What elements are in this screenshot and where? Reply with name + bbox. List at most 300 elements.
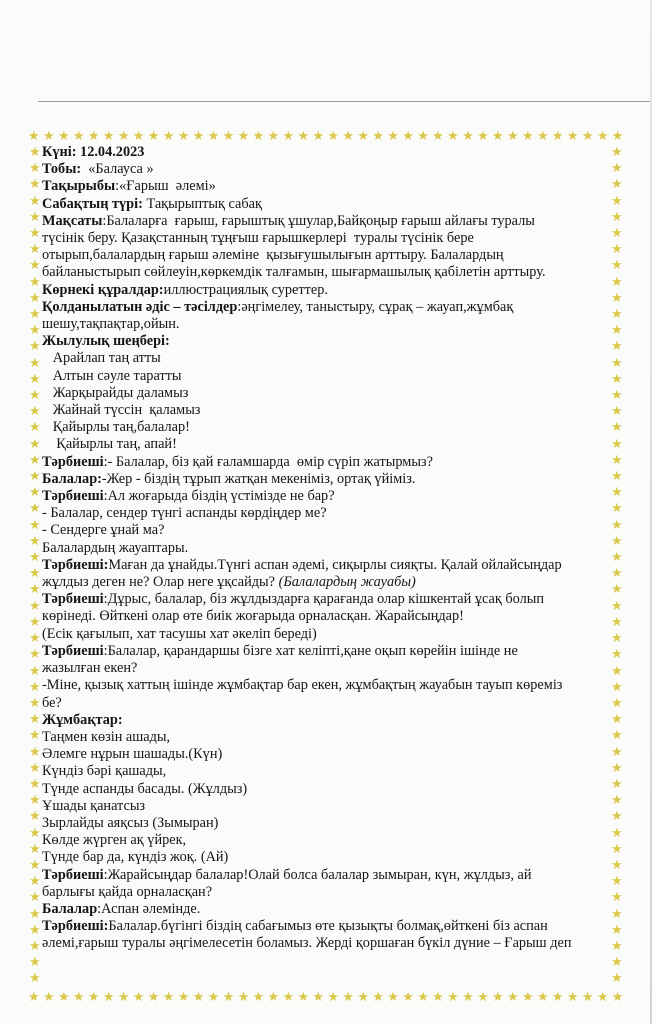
text-line [42,677,608,694]
star-icon: ★ [611,371,623,387]
text-segment: жұлдыз деген не? Олар неге ұқсайды? [42,574,279,591]
text-segment: :Аспан әлемінде. [97,900,201,917]
bold-label: Сабақтың түрі: [42,195,143,212]
star-icon: ★ [29,793,41,809]
star-icon: ★ [87,990,100,1005]
star-icon: ★ [611,323,623,339]
star-icon: ★ [29,663,41,679]
star-icon: ★ [611,129,624,144]
star-icon: ★ [566,990,579,1005]
star-icon: ★ [432,129,444,144]
scan-separator-line [38,101,652,102]
text-segment: барлығы қайда орналасқан? [42,883,213,900]
star-icon: ★ [147,129,160,144]
star-icon: ★ [297,990,310,1005]
star-icon: ★ [611,744,623,760]
text-segment: Түнде бар да, күндіз жоқ. (Ай) [42,849,229,866]
bold-label: Мақсаты [42,212,103,229]
text-segment: Көлде жүрген ақ үйрек, [42,832,187,849]
text-line [42,522,608,539]
star-icon: ★ [117,129,130,144]
star-icon: ★ [267,990,280,1005]
star-icon: ★ [611,598,623,614]
bold-label: Көрнекі құралдар: [42,281,164,298]
text-line [42,763,608,780]
star-icon: ★ [402,129,414,144]
text-segment: түсінік беру. Қазақстанның тұңғыш ғарышкерлері туралы түсінік бере [42,230,474,247]
bold-label: Тәрбиеші [42,453,104,470]
star-icon: ★ [611,177,623,193]
text-segment: Күндіз бәрі қашады, [42,763,167,780]
star-icon: ★ [29,307,41,323]
star-icon: ★ [611,906,623,922]
star-icon: ★ [372,990,384,1005]
text-line [42,901,608,918]
star-icon: ★ [566,129,579,144]
star-icon: ★ [162,990,175,1005]
text-segment: бе? [42,694,62,711]
star-icon: ★ [29,874,41,890]
text-line [42,454,608,471]
text-line [42,660,608,677]
text-line [42,574,608,591]
text-segment: :Жарайсыңдар балалар!Олай болса балалар зымыран, күн, жұлдыз, ай [103,866,532,883]
star-icon: ★ [29,550,41,566]
star-icon: ★ [28,129,40,144]
star-icon: ★ [417,990,429,1005]
star-icon: ★ [477,990,489,1005]
star-icon: ★ [29,517,41,533]
star-icon: ★ [611,793,623,809]
bold-label: Жылулық шеңбері: [42,333,170,350]
text-line [42,488,608,505]
star-icon: ★ [29,857,41,873]
star-icon: ★ [29,145,41,160]
star-icon: ★ [29,161,41,177]
star-icon: ★ [29,436,41,452]
star-icon: ★ [297,129,310,144]
star-icon: ★ [611,776,623,792]
star-icon: ★ [596,990,609,1005]
text-line [42,505,608,522]
star-icon: ★ [611,971,623,987]
star-icon: ★ [29,614,41,630]
star-icon: ★ [611,226,623,242]
star-icon: ★ [29,501,41,517]
star-icon: ★ [72,990,85,1005]
text-line [42,282,608,299]
text-segment: (Есік қағылып, хат тасушы хат әкеліп береді) [42,625,317,642]
star-icon: ★ [29,533,41,549]
star-icon: ★ [192,990,205,1005]
star-border-right [611,146,623,986]
text-line [42,350,608,367]
star-icon: ★ [596,129,609,144]
star-icon: ★ [282,990,295,1005]
star-icon: ★ [447,129,459,144]
text-line [42,144,608,161]
star-icon: ★ [29,290,41,306]
star-icon: ★ [611,857,623,873]
text-segment: Арайлап таң атты [42,350,161,367]
text-segment: - Сендерге ұнай ма? [42,522,165,539]
star-icon: ★ [192,129,205,144]
star-icon: ★ [237,129,250,144]
text-line [42,230,608,247]
text-segment: «Балауса » [81,161,154,178]
star-icon: ★ [611,517,623,533]
text-segment: Балалардың жауаптары. [42,539,189,556]
star-icon: ★ [611,485,623,501]
text-segment: :- Балалар, біз қай ғаламшарда өмір сүріп жатырмыз? [103,453,433,470]
star-icon: ★ [611,242,623,258]
text-line [42,781,608,798]
text-segment: :әңгімелеу, таныстыру, сұрақ – жауап,жұмбақ [237,298,514,315]
star-icon: ★ [611,388,623,404]
star-icon: ★ [342,129,354,144]
star-icon: ★ [29,825,41,841]
star-icon: ★ [29,841,41,857]
text-segment: Жарқырайды даламыз [42,384,189,401]
star-icon: ★ [29,323,41,339]
star-icon: ★ [29,258,41,274]
star-icon: ★ [611,404,623,420]
star-icon: ★ [29,809,41,825]
text-segment: - Балалар, сендер түнгі аспанды көрдіңдер ме? [42,505,327,522]
star-icon: ★ [29,776,41,792]
text-line [42,746,608,763]
star-icon: ★ [477,129,489,144]
star-icon: ★ [611,290,623,306]
star-icon: ★ [611,760,623,776]
star-icon: ★ [611,890,623,906]
text-line [42,935,608,952]
star-icon: ★ [611,874,623,890]
star-icon: ★ [312,129,325,144]
star-icon: ★ [611,209,623,225]
text-segment: Таңмен көзін ашады, [42,728,171,745]
text-line [42,316,608,333]
star-icon: ★ [611,161,623,177]
star-icon: ★ [611,922,623,938]
star-icon: ★ [72,129,85,144]
star-border-top [28,130,624,143]
text-segment: Түнде аспанды басады. (Жұлдыз) [42,780,248,797]
star-icon: ★ [207,129,220,144]
star-icon: ★ [611,825,623,841]
star-icon: ★ [29,679,41,695]
star-icon: ★ [342,990,354,1005]
star-icon: ★ [551,129,564,144]
bold-label: Балалар [42,900,98,917]
bold-label: Тәрбиеші [42,591,104,608]
text-line [42,884,608,901]
star-icon: ★ [29,274,41,290]
star-icon: ★ [29,647,41,663]
star-icon: ★ [387,129,399,144]
star-icon: ★ [611,614,623,630]
star-icon: ★ [57,990,70,1005]
star-icon: ★ [611,809,623,825]
star-icon: ★ [29,420,41,436]
star-icon: ★ [611,355,623,371]
star-icon: ★ [29,339,41,355]
star-icon: ★ [611,566,623,582]
star-icon: ★ [312,990,325,1005]
star-icon: ★ [462,129,474,144]
text-segment: байланыстырып сөйлеуін,көркемдік талғамын, шығармашылық қабілетін арттыру. [42,264,546,281]
star-icon: ★ [222,990,235,1005]
text-line [42,832,608,849]
text-segment: Қайырлы таң,балалар! [42,419,190,436]
text-line [42,626,608,643]
star-icon: ★ [222,129,235,144]
text-segment: Ұшады қанатсыз [42,797,146,814]
star-icon: ★ [29,242,41,258]
bold-label: Жұмбақтар: [42,711,123,728]
text-segment: :Ал жоғарыда біздің үстімізде не бар? [103,488,335,505]
star-icon: ★ [611,631,623,647]
text-segment: жазылған екен? [42,660,138,677]
text-segment: -Міне, қызық хаттың ішінде жұмбақтар бар екен, жұмбақтың жауабын тауып көреміз [42,677,563,694]
text-segment: :Дұрыс, балалар, біз жұлдыздарға қарағанда олар кішкентай ұсақ болып [103,591,544,608]
bold-label: Тәрбиеші [42,642,104,659]
text-line [42,471,608,488]
star-icon: ★ [611,501,623,517]
star-icon: ★ [611,679,623,695]
star-icon: ★ [29,744,41,760]
star-icon: ★ [29,209,41,225]
star-icon: ★ [611,990,624,1005]
text-segment: :«Ғарыш әлемі» [115,178,216,195]
star-icon: ★ [29,388,41,404]
star-icon: ★ [432,990,444,1005]
star-icon: ★ [147,990,160,1005]
star-icon: ★ [387,990,399,1005]
text-line [42,247,608,264]
text-line [42,798,608,815]
text-segment: Тақырыптық сабақ [142,195,262,212]
star-icon: ★ [87,129,100,144]
bold-label: Тақырыбы [42,178,116,195]
text-line [42,849,608,866]
star-icon: ★ [611,193,623,209]
star-icon: ★ [29,371,41,387]
star-icon: ★ [252,990,265,1005]
star-icon: ★ [551,990,564,1005]
star-icon: ★ [521,990,534,1005]
star-icon: ★ [611,695,623,711]
star-icon: ★ [611,469,623,485]
text-segment: -Жер - біздің тұрып жатқан мекеніміз, ортақ үйіміз. [101,470,416,487]
star-icon: ★ [29,890,41,906]
star-icon: ★ [611,550,623,566]
star-icon: ★ [492,990,504,1005]
star-icon: ★ [462,990,474,1005]
text-segment: шешу,тақпақтар,ойын. [42,316,180,333]
text-line [42,436,608,453]
star-icon: ★ [29,226,41,242]
star-icon: ★ [611,420,623,436]
text-line [42,608,608,625]
star-icon: ★ [357,990,369,1005]
star-icon: ★ [492,129,504,144]
star-icon: ★ [42,129,55,144]
text-segment: Қайырлы таң, апай! [42,436,177,453]
star-icon: ★ [611,955,623,971]
star-icon: ★ [282,129,295,144]
star-icon: ★ [536,129,549,144]
star-border-bottom [28,991,624,1004]
star-icon: ★ [611,728,623,744]
star-icon: ★ [402,990,414,1005]
star-icon: ★ [177,990,190,1005]
bold-label: Күні: 12.04.2023 [42,144,145,160]
star-icon: ★ [417,129,429,144]
star-icon: ★ [29,355,41,371]
star-icon: ★ [611,274,623,290]
bold-label: Балалар: [42,470,102,487]
text-segment: Балалар.бүгінгі біздің сабағымыз өте қызықты болмақ,өйткені біз аспан [108,918,548,935]
star-icon: ★ [29,712,41,728]
star-icon: ★ [611,533,623,549]
star-icon: ★ [611,663,623,679]
star-icon: ★ [327,990,340,1005]
star-icon: ★ [611,938,623,954]
text-line [42,712,608,729]
text-segment: Әлемге нұрын шашады.(Күн) [42,746,223,763]
star-icon: ★ [162,129,175,144]
text-segment: :Балалар, қарандаршы бізге хат келіпті,қане оқып көрейін ішінде не [103,642,518,659]
star-icon: ★ [29,404,41,420]
star-icon: ★ [611,582,623,598]
star-icon: ★ [252,129,265,144]
star-icon: ★ [611,647,623,663]
bold-label: Тәрбиеші [42,488,104,505]
star-icon: ★ [611,452,623,468]
star-icon: ★ [611,841,623,857]
lesson-plan-text [42,144,608,953]
star-icon: ★ [611,307,623,323]
italic-note: (Балалардың жауабы) [278,574,416,591]
text-line [42,299,608,316]
text-line [42,402,608,419]
star-icon: ★ [29,631,41,647]
star-icon: ★ [29,177,41,193]
bold-label: Қолданылатын әдіс – тәсілдер [42,298,238,315]
star-icon: ★ [29,485,41,501]
star-icon: ★ [29,728,41,744]
text-segment: отырып,балалардың ғарыш әлеміне қызығушылығын арттыру. Балалардың [42,247,504,264]
text-segment: Маған да ұнайды.Түнгі аспан әдемі, сиқырлы сияқты. Қалай ойлайсыңдар [108,556,562,573]
star-icon: ★ [611,145,623,160]
star-icon: ★ [132,990,145,1005]
text-line [42,540,608,557]
star-icon: ★ [507,990,519,1005]
text-line [42,178,608,195]
star-icon: ★ [132,129,145,144]
bold-label: Тобы: [42,161,82,178]
text-line [42,161,608,178]
star-icon: ★ [507,129,519,144]
star-icon: ★ [447,990,459,1005]
text-line [42,419,608,436]
star-border-left [29,146,41,986]
star-icon: ★ [611,436,623,452]
text-segment: :Балаларға ғарыш, ғарыштық ұшулар,Байқоңыр ғарыш айлағы туралы [102,212,535,229]
star-icon: ★ [611,339,623,355]
star-icon: ★ [29,922,41,938]
text-segment: Зырлайды аяқсыз (Зымыран) [42,814,219,831]
text-line [42,695,608,712]
text-line [42,729,608,746]
star-icon: ★ [237,990,250,1005]
star-icon: ★ [29,955,41,971]
star-icon: ★ [29,938,41,954]
text-line [42,213,608,230]
text-segment: иллюстрациялық суреттер. [163,281,328,298]
star-icon: ★ [581,990,594,1005]
star-icon: ★ [207,990,220,1005]
star-icon: ★ [611,258,623,274]
star-icon: ★ [29,906,41,922]
bold-label: Тәрбиеші [42,866,104,883]
star-icon: ★ [357,129,369,144]
star-icon: ★ [29,193,41,209]
bold-label: Тәрбиеші: [42,918,109,935]
text-line [42,815,608,832]
star-icon: ★ [611,712,623,728]
text-line [42,557,608,574]
star-icon: ★ [28,990,40,1005]
star-icon: ★ [521,129,534,144]
star-icon: ★ [117,990,130,1005]
star-icon: ★ [267,129,280,144]
star-icon: ★ [177,129,190,144]
star-icon: ★ [102,129,115,144]
star-icon: ★ [29,971,41,987]
text-line [42,368,608,385]
text-line [42,643,608,660]
star-icon: ★ [29,760,41,776]
text-line [42,196,608,213]
star-icon: ★ [327,129,340,144]
star-icon: ★ [29,469,41,485]
text-line [42,385,608,402]
star-icon: ★ [29,566,41,582]
text-line [42,591,608,608]
text-segment: әлемі,ғарыш туралы әңгімелесетін боламыз. Жерді қоршаған бүкіл дүние – Ғарыш деп [42,935,572,952]
bold-label: Тәрбиеші: [42,556,109,573]
text-line [42,918,608,935]
star-icon: ★ [29,695,41,711]
text-segment: Алтын сәуле таратты [42,367,182,384]
star-icon: ★ [29,452,41,468]
text-segment: Жайнай түссін қаламыз [42,402,201,419]
text-line [42,264,608,281]
star-icon: ★ [372,129,384,144]
text-line [42,867,608,884]
star-icon: ★ [29,598,41,614]
text-line [42,333,608,350]
star-icon: ★ [42,990,55,1005]
star-icon: ★ [57,129,70,144]
star-icon: ★ [102,990,115,1005]
star-icon: ★ [29,582,41,598]
text-segment: көрінеді. Өйткені олар өте биік жоғарыда орналасқан. Жарайсыңдар! [42,608,464,625]
star-icon: ★ [536,990,549,1005]
star-icon: ★ [581,129,594,144]
